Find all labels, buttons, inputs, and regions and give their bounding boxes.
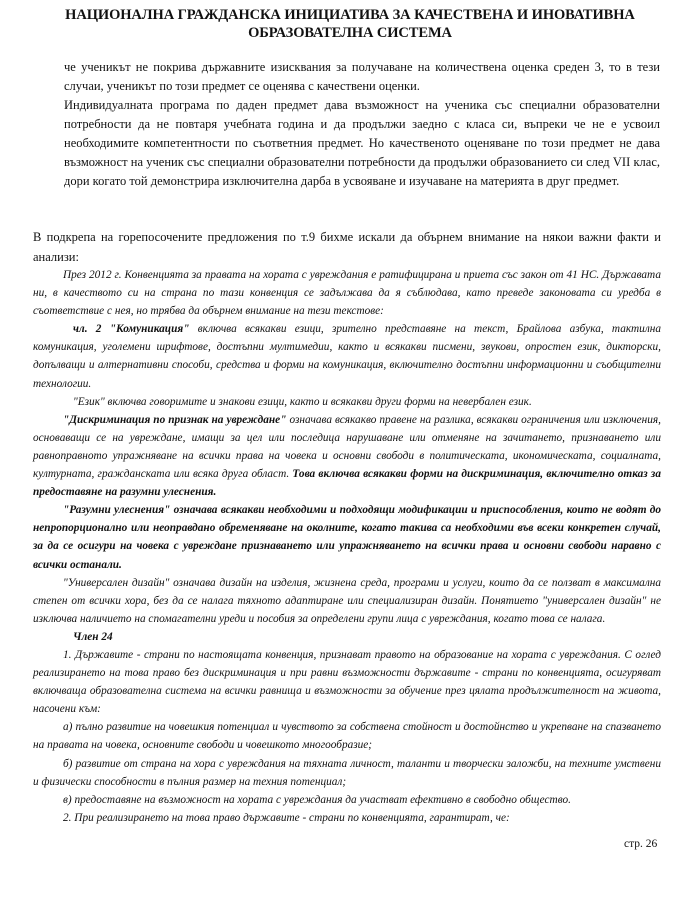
page-number: стр. 26	[624, 838, 658, 850]
article-2-communication	[33, 320, 661, 392]
article-24-point-c: в) предоставяне на възможност на хората с увреждания да участват ефективно в свободно общество.	[63, 793, 571, 806]
article-24-point-2: 2. При реализирането на това право държавите - страни по конвенцията, гарантират, че:	[63, 811, 510, 824]
discrimination-text: означава всякакво правене на разлика, всякакви ограничения или изключения, основаващи се на увреждане, имащи за цел или последица нарушаване или отменяне на зачитането, признаването или равноправното упражняване на всички права на човека и основни свободи в политическата, икономическата, социалната, културната, гражданската или всяка друга област.	[33, 413, 661, 481]
discrimination-definition	[33, 411, 661, 501]
intro-paragraph-1: че ученикът не покрива държавните изисквания за получаване на количествена оценка среден 3, то в тези случаи, ученикът по този предмет се оценява с качествени оценки.	[64, 60, 660, 93]
header-line-2: ОБРАЗОВАТЕЛНА СИСТЕМА	[248, 25, 452, 41]
convention-section	[33, 266, 661, 827]
reasonable-accommodation-term: "Разумни улеснения"	[63, 504, 171, 517]
article-24-point-a: а) пълно развитие на човешкия потенциал и чувството за собствена стойност и достойнство и укрепване на спазването на правата на човека, основните свободи и човешкото многообразие;	[33, 721, 661, 752]
intro-paragraph-2: Индивидуалната програма по даден предмет дава възможност на ученика със специални образователни потребности да не повтаря учебната година и да продължи заедно с класа си, въпреки че не е усвоил необходимите компетентности по съответния предмет. Но качественото оценяване по този предмет не дава възможност на ученик със специални образователни потребности да продължи образованието си след VII клас, дори когато той демонстрира изключителна дарба в усвояване и изучаване на материята в друг предмет.	[64, 98, 660, 188]
intro-section	[64, 58, 660, 191]
article-24-heading: Член 24	[73, 630, 113, 643]
discrimination-term: "Дискриминация по признак на увреждане"	[63, 413, 287, 426]
communication-term: "Комуникация"	[109, 323, 190, 336]
convention-paragraph: През 2012 г. Конвенцията за правата на хората с увреждания е ратифицирана и приета със закон от 41 НС. Държавата ни, в качеството си на страна по тази конвенция се задължава да я съблюдава, като преведе законовата си уредба в съответствие с нея, но трябва да обърнем внимание на тези текстове:	[33, 269, 661, 318]
article-24-point-b: б) развитие от страна на хора с увреждания на тяхната личност, таланти и творчески заложби, на техните умствени и физически способности в пълния размер на техния потенциал;	[33, 757, 661, 788]
document-header	[40, 6, 660, 42]
reasonable-accommodation-text: означава всякакви необходими и подходящи модификации и приспособления, които не водят до непропорционално или неоправдано обременяване на околните, когато такива са необходими във всеки конкретен случай, за да се осигури на човека с увреждане признаването или упражняването на всички права и основни свободи наравно с всички останали.	[33, 504, 662, 571]
reasonable-accommodation-definition	[33, 501, 661, 573]
universal-design-definition: "Универсален дизайн" означава дизайн на изделия, жизнена среда, програми и услуги, които да се ползват в максимална степен от всички хора, без да се налага тяхното адаптиране или специализиран дизайн. Понятието "универсален дизайн" не изключва наличието на спомагателни уреди и пособия за определени групи лица с увреждания, когато това се налага.	[33, 576, 661, 625]
language-definition: "Език" включва говоримите и знакови езици, както и всякакви други форми на невербален език.	[73, 395, 532, 408]
header-line-1: НАЦИОНАЛНА ГРАЖДАНСКА ИНИЦИАТИВА ЗА КАЧЕСТВЕНА И ИНОВАТИВНА	[65, 7, 635, 23]
discrimination-bold-text: Това включва всякакви форми на дискриминация, включително отказ за предоставяне на разумни улеснения.	[33, 468, 661, 499]
support-paragraph: В подкрепа на горепосочените предложения по т.9 бихме искали да обърнем внимание на някои важни факти и анализи:	[33, 230, 661, 264]
article-2-label: чл. 2	[73, 323, 102, 336]
communication-definition: включва всякакви езици, зрително представяне на текст, Брайлова азбука, тактилна комуникация, уголемени шрифтове, достъпни мултимедии, както и всякакви писмени, звукови, опростен език, дикторски, допълващи и алтернативни способи, средства и форми на комуникация, включително достъпни информационни и съобщителни технологии.	[33, 323, 661, 390]
article-24-point-1: 1. Държавите - страни по настоящата конвенция, признават правото на образование на хората с увреждания. С оглед реализирането на това право без дискриминация и при равни възможности държавите - страни по конвенцията, осигуряват включваща образователна система на всички равнища и възможности за обучение през цялата продължителност на живота, насочени към:	[33, 648, 661, 716]
